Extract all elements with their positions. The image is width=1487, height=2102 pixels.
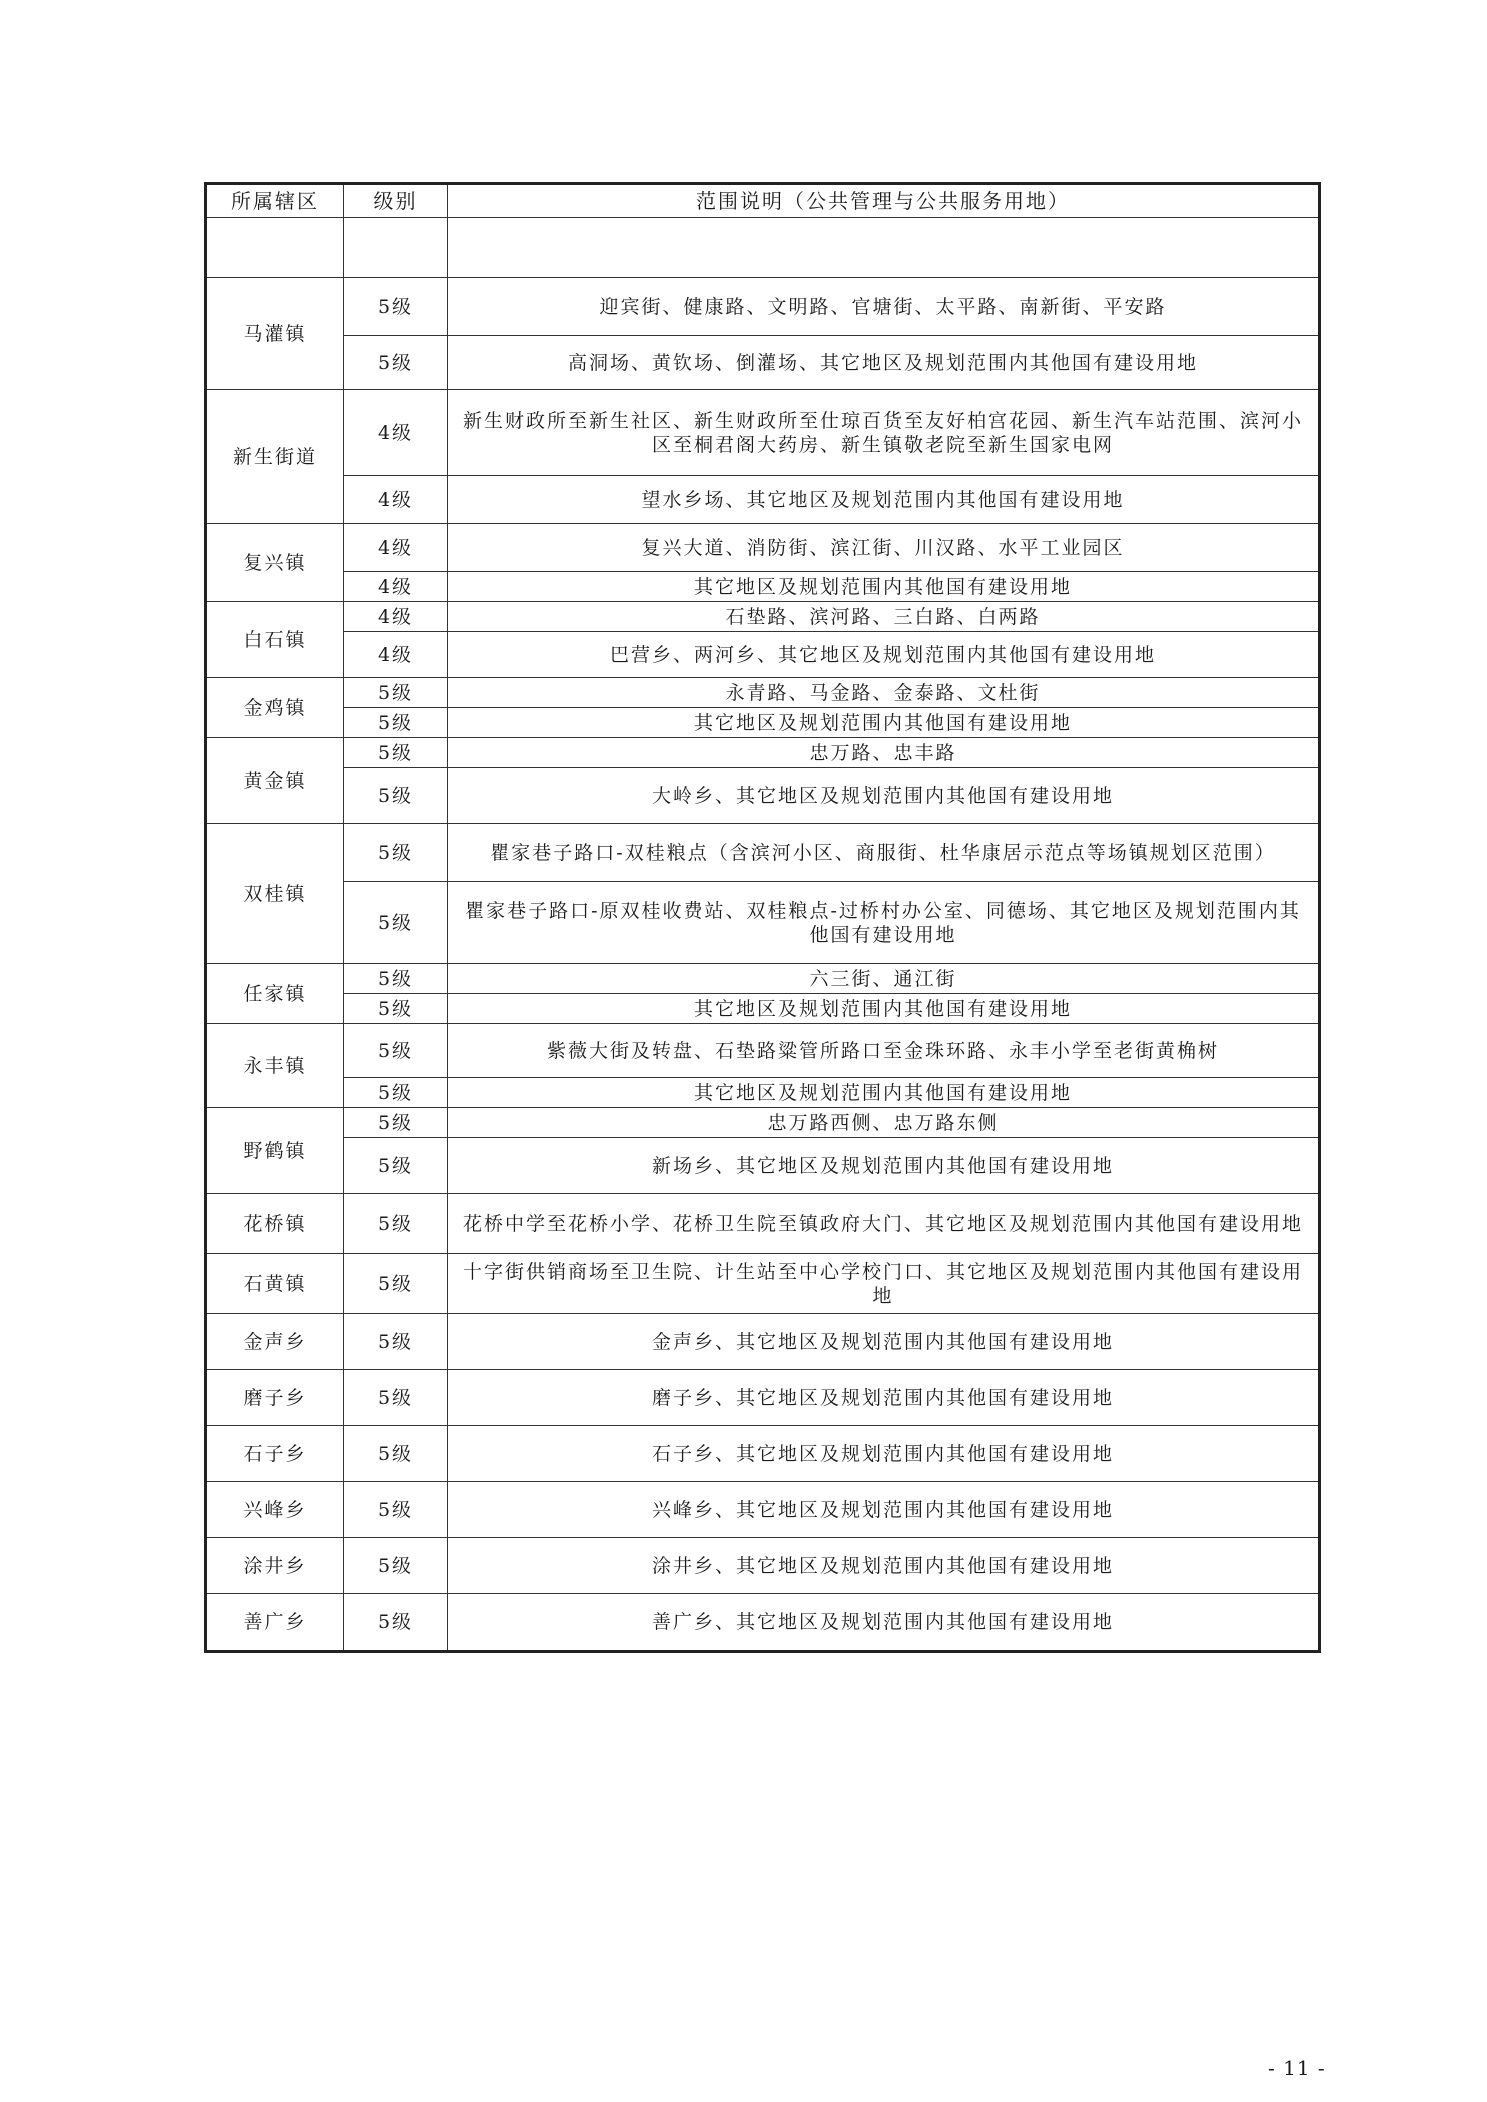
grade-cell: 5级 — [344, 1024, 448, 1078]
table-header — [206, 184, 1320, 218]
district-cell: 野鹤镇 — [206, 1108, 344, 1194]
scope-cell: 紫薇大街及转盘、石垫路粱管所路口至金珠环路、永丰小学至老街黄桷树 — [448, 1024, 1320, 1078]
grade-cell: 5级 — [344, 1370, 448, 1426]
scope-cell: 巴营乡、两河乡、其它地区及规划范围内其他国有建设用地 — [448, 632, 1320, 678]
grade-cell: 5级 — [344, 1538, 448, 1594]
header-district: 所属辖区 — [206, 184, 344, 218]
grade-cell: 5级 — [344, 1138, 448, 1194]
scope-cell: 永青路、马金路、金泰路、文杜街 — [448, 678, 1320, 708]
grade-cell: 5级 — [344, 1254, 448, 1314]
district-cell: 新生街道 — [206, 390, 344, 524]
table-row — [206, 964, 1320, 994]
table-row — [206, 1370, 1320, 1426]
grade-cell: 5级 — [344, 1078, 448, 1108]
header-scope: 范围说明（公共管理与公共服务用地） — [448, 184, 1320, 218]
grade-cell: 5级 — [344, 678, 448, 708]
table-row — [206, 768, 1320, 824]
grade-cell: 5级 — [344, 1482, 448, 1538]
grade-cell: 5级 — [344, 278, 448, 336]
table-row — [206, 336, 1320, 390]
header-grade: 级别 — [344, 184, 448, 218]
table-row — [206, 708, 1320, 738]
scope-cell: 十字街供销商场至卫生院、计生站至中心学校门口、其它地区及规划范围内其他国有建设用地 — [448, 1254, 1320, 1314]
scope-cell: 高洞场、黄钦场、倒灌场、其它地区及规划范围内其他国有建设用地 — [448, 336, 1320, 390]
table-row — [206, 602, 1320, 632]
grade-cell: 5级 — [344, 1426, 448, 1482]
table-row — [206, 824, 1320, 882]
blank-row — [206, 218, 1320, 278]
grade-cell: 5级 — [344, 708, 448, 738]
table-row — [206, 1108, 1320, 1138]
grade-cell: 5级 — [344, 882, 448, 964]
scope-cell: 石垫路、滨河路、三白路、白两路 — [448, 602, 1320, 632]
grade-cell: 4级 — [344, 524, 448, 572]
table-row — [206, 882, 1320, 964]
table-row — [206, 1254, 1320, 1314]
grade-cell: 5级 — [344, 1594, 448, 1652]
scope-cell: 其它地区及规划范围内其他国有建设用地 — [448, 572, 1320, 602]
district-cell: 花桥镇 — [206, 1194, 344, 1254]
grade-cell: 5级 — [344, 1314, 448, 1370]
district-cell: 石子乡 — [206, 1426, 344, 1482]
scope-cell: 瞿家巷子路口-原双桂收费站、双桂粮点-过桥村办公室、同德场、其它地区及规划范围内其他国有建设用地 — [448, 882, 1320, 964]
grade-cell: 4级 — [344, 476, 448, 524]
table-row — [206, 1538, 1320, 1594]
table-row — [206, 994, 1320, 1024]
scope-cell: 新场乡、其它地区及规划范围内其他国有建设用地 — [448, 1138, 1320, 1194]
district-cell: 磨子乡 — [206, 1370, 344, 1426]
table-row — [206, 524, 1320, 572]
grade-cell: 5级 — [344, 768, 448, 824]
table-row — [206, 572, 1320, 602]
page-number: - 11 - — [1268, 2056, 1326, 2080]
table-row — [206, 632, 1320, 678]
blank-cell — [206, 218, 344, 278]
scope-cell: 忠万路西侧、忠万路东侧 — [448, 1108, 1320, 1138]
scope-cell: 新生财政所至新生社区、新生财政所至仕琼百货至友好柏宫花园、新生汽车站范围、滨河小区至桐君阁大药房、新生镇敬老院至新生国家电网 — [448, 390, 1320, 476]
district-cell: 永丰镇 — [206, 1024, 344, 1108]
grade-cell: 5级 — [344, 336, 448, 390]
table-row — [206, 1024, 1320, 1078]
table-row — [206, 1594, 1320, 1652]
scope-cell: 复兴大道、消防街、滨江街、川汉路、水平工业园区 — [448, 524, 1320, 572]
district-cell: 任家镇 — [206, 964, 344, 1024]
table-row — [206, 476, 1320, 524]
district-cell: 黄金镇 — [206, 738, 344, 824]
blank-cell — [448, 218, 1320, 278]
scope-cell: 兴峰乡、其它地区及规划范围内其他国有建设用地 — [448, 1482, 1320, 1538]
table-row — [206, 738, 1320, 768]
district-cell: 金鸡镇 — [206, 678, 344, 738]
district-cell: 涂井乡 — [206, 1538, 344, 1594]
grade-cell: 4级 — [344, 572, 448, 602]
table-row — [206, 678, 1320, 708]
table-body — [206, 218, 1320, 1652]
table-row — [206, 1482, 1320, 1538]
grade-cell: 5级 — [344, 964, 448, 994]
table-row — [206, 278, 1320, 336]
scope-cell: 望水乡场、其它地区及规划范围内其他国有建设用地 — [448, 476, 1320, 524]
grade-cell: 5级 — [344, 994, 448, 1024]
scope-cell: 善广乡、其它地区及规划范围内其他国有建设用地 — [448, 1594, 1320, 1652]
grade-cell: 5级 — [344, 824, 448, 882]
grade-cell: 4级 — [344, 390, 448, 476]
table-row — [206, 1314, 1320, 1370]
district-cell: 石黄镇 — [206, 1254, 344, 1314]
grade-cell: 5级 — [344, 1194, 448, 1254]
scope-cell: 忠万路、忠丰路 — [448, 738, 1320, 768]
blank-cell — [344, 218, 448, 278]
table-row — [206, 1426, 1320, 1482]
scope-cell: 其它地区及规划范围内其他国有建设用地 — [448, 1078, 1320, 1108]
scope-cell: 瞿家巷子路口-双桂粮点（含滨河小区、商服街、杜华康居示范点等场镇规划区范围） — [448, 824, 1320, 882]
scope-cell: 迎宾街、健康路、文明路、官塘街、太平路、南新街、平安路 — [448, 278, 1320, 336]
table-row — [206, 1138, 1320, 1194]
district-cell: 复兴镇 — [206, 524, 344, 602]
scope-cell: 其它地区及规划范围内其他国有建设用地 — [448, 994, 1320, 1024]
table-row — [206, 1194, 1320, 1254]
scope-cell: 大岭乡、其它地区及规划范围内其他国有建设用地 — [448, 768, 1320, 824]
grade-cell: 5级 — [344, 738, 448, 768]
district-cell: 白石镇 — [206, 602, 344, 678]
scope-cell: 其它地区及规划范围内其他国有建设用地 — [448, 708, 1320, 738]
scope-cell: 花桥中学至花桥小学、花桥卫生院至镇政府大门、其它地区及规划范围内其他国有建设用地 — [448, 1194, 1320, 1254]
land-grade-table — [204, 182, 1321, 1653]
scope-cell: 六三街、通江街 — [448, 964, 1320, 994]
grade-cell: 4级 — [344, 602, 448, 632]
table-row — [206, 1078, 1320, 1108]
scope-cell: 磨子乡、其它地区及规划范围内其他国有建设用地 — [448, 1370, 1320, 1426]
scope-cell: 石子乡、其它地区及规划范围内其他国有建设用地 — [448, 1426, 1320, 1482]
district-cell: 兴峰乡 — [206, 1482, 344, 1538]
grade-cell: 5级 — [344, 1108, 448, 1138]
scope-cell: 金声乡、其它地区及规划范围内其他国有建设用地 — [448, 1314, 1320, 1370]
district-cell: 金声乡 — [206, 1314, 344, 1370]
district-cell: 双桂镇 — [206, 824, 344, 964]
grade-cell: 4级 — [344, 632, 448, 678]
table-row — [206, 390, 1320, 476]
district-cell: 善广乡 — [206, 1594, 344, 1652]
scope-cell: 涂井乡、其它地区及规划范围内其他国有建设用地 — [448, 1538, 1320, 1594]
district-cell: 马灌镇 — [206, 278, 344, 390]
